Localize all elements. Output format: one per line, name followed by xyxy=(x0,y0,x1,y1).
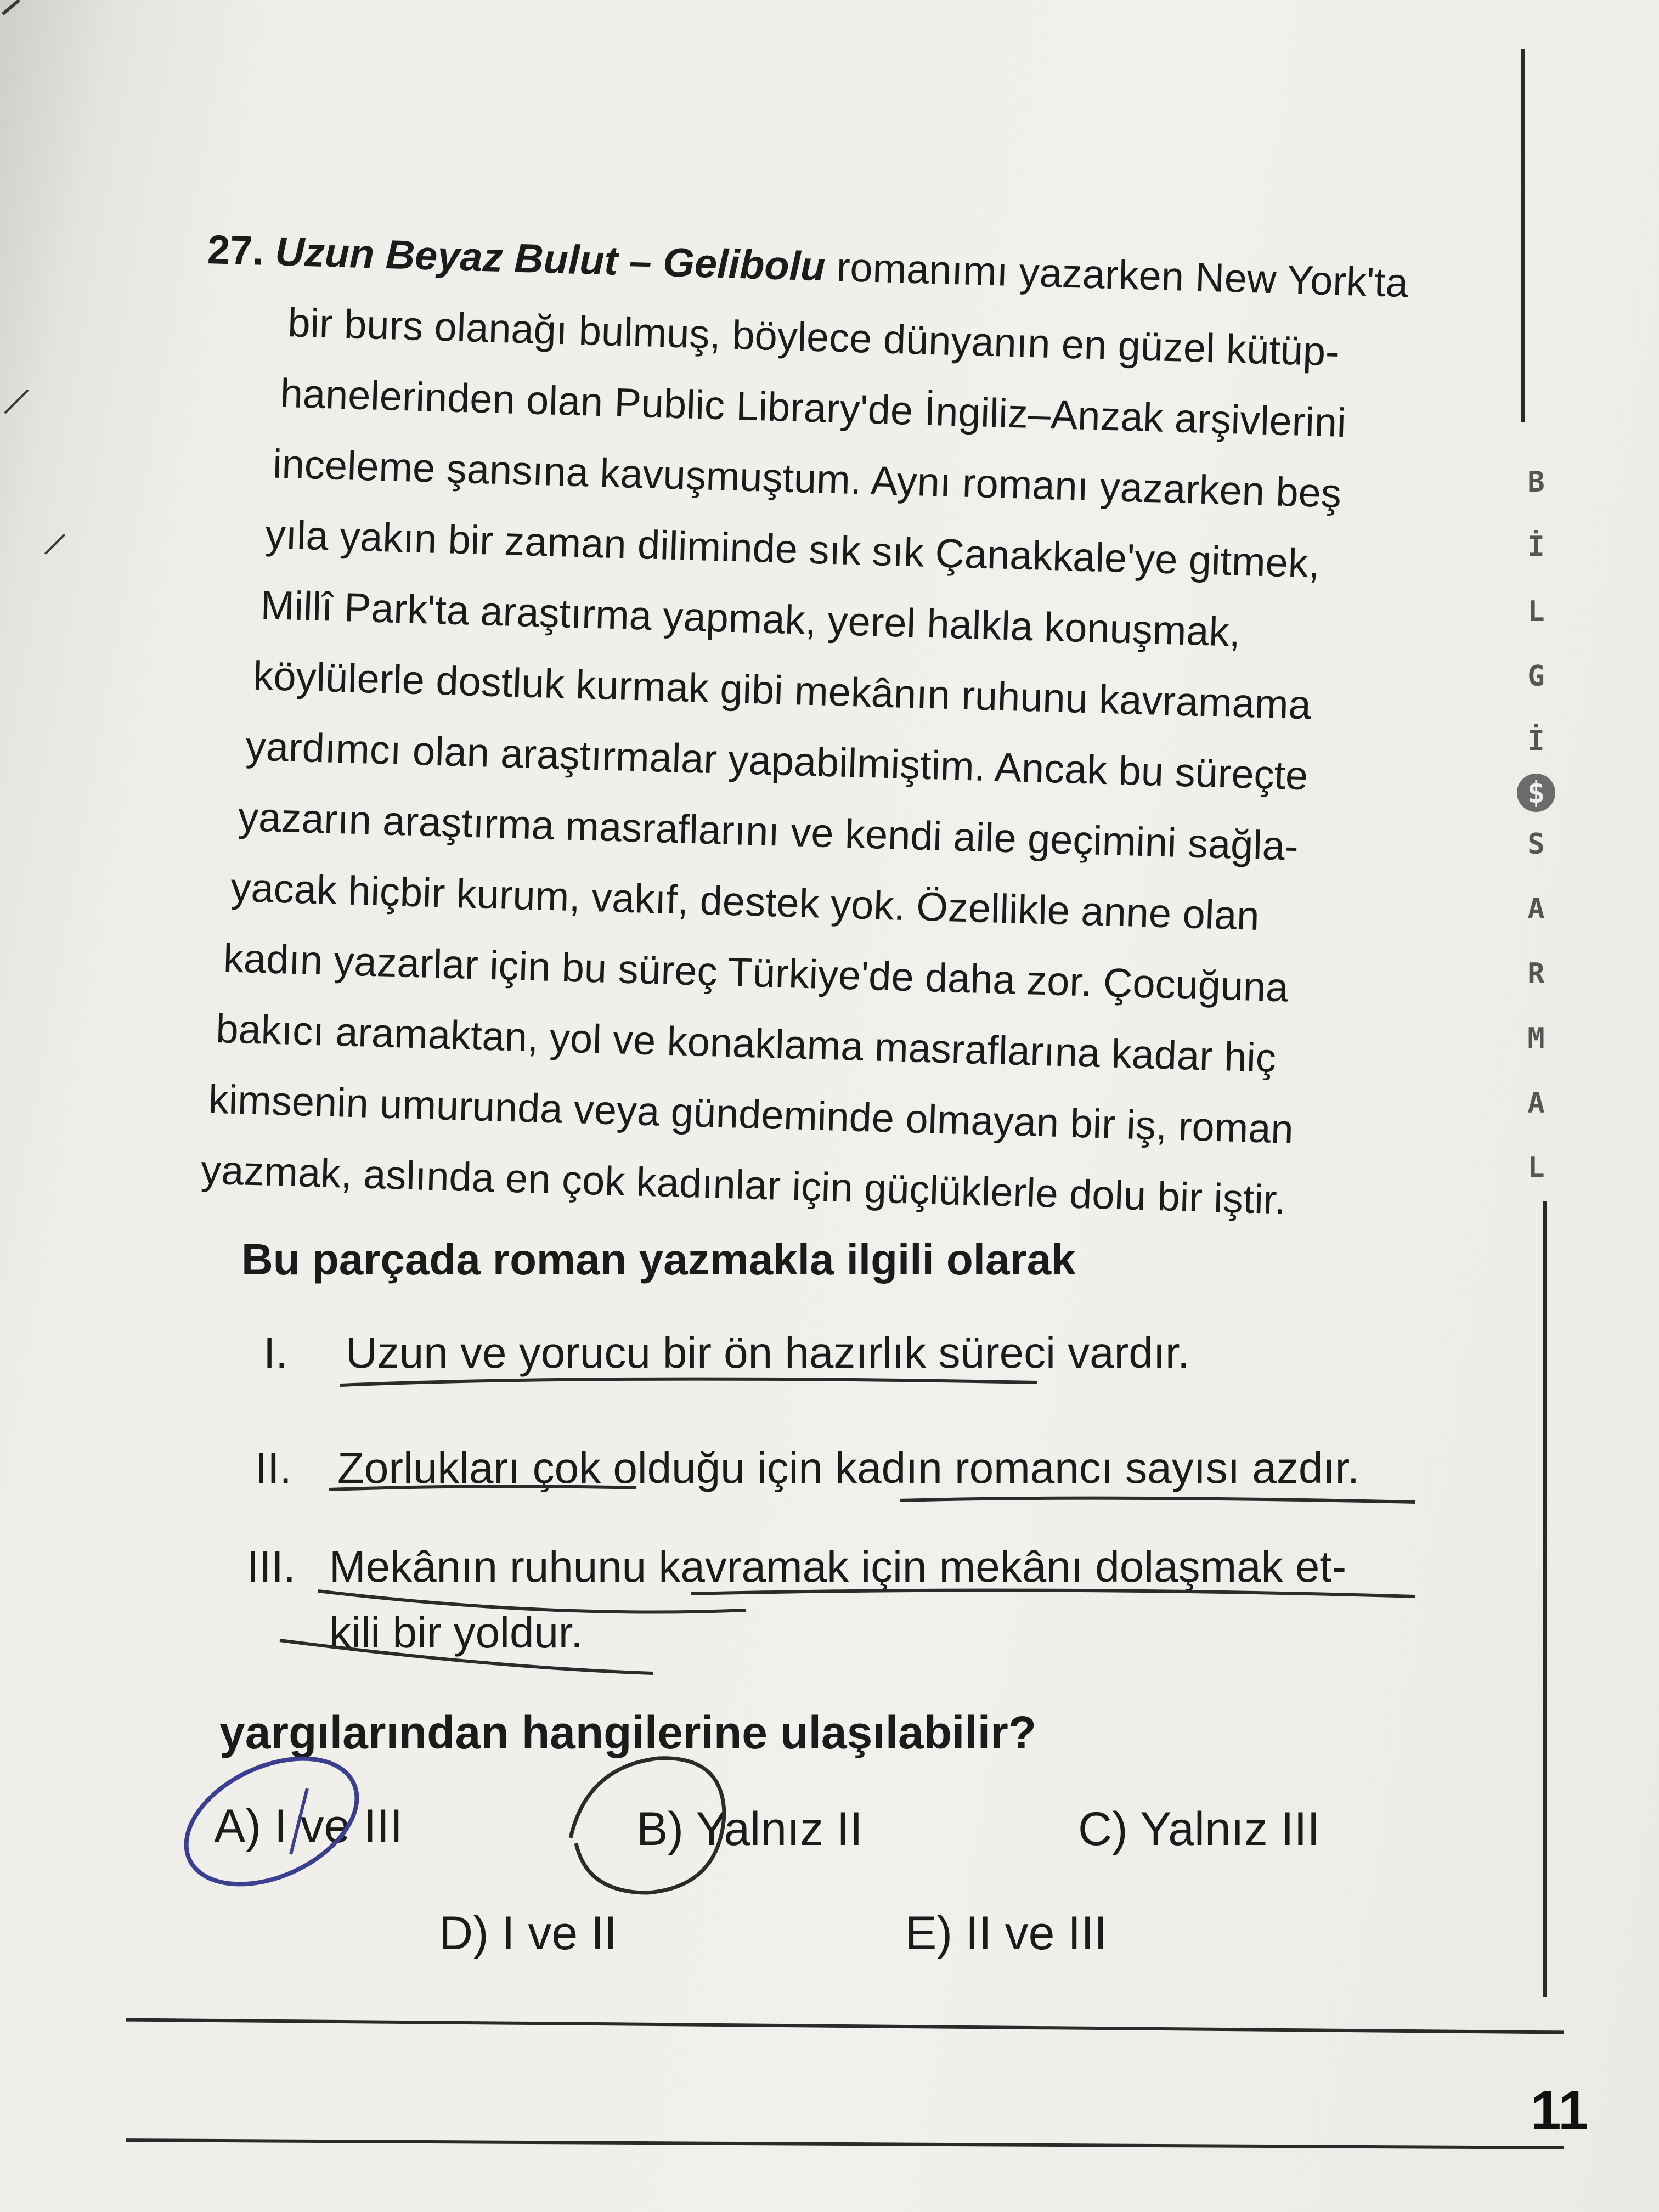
brand-logo-icon: $ xyxy=(1517,774,1555,812)
statement-text: Uzun ve yorucu bir ön hazırlık süreci vardır. xyxy=(346,1328,1190,1377)
passage-line: bir burs olanağı bulmuş, böylece dünyanın en güzel kütüp- xyxy=(287,300,1340,375)
passage-line: hanelerinden olan Public Library'de İngiliz–Anzak arşivlerini xyxy=(279,370,1347,446)
passage-line: Millî Park'ta araştırma yapmak, yerel halkla konuşmak, xyxy=(259,582,1242,655)
side-letter: A xyxy=(1527,1087,1545,1120)
side-letter: İ xyxy=(1527,531,1545,563)
side-letter: İ xyxy=(1527,725,1545,758)
option-c[interactable]: C) Yalnız III xyxy=(1078,1803,1321,1855)
statement-text: Zorlukları çok olduğu için kadın romancı sayısı azdır. xyxy=(337,1443,1360,1492)
side-brand-text xyxy=(1514,450,1558,1200)
underline-stroke xyxy=(900,1498,1415,1502)
side-rule-bottom xyxy=(1543,1201,1547,1997)
side-letter: G xyxy=(1527,660,1545,693)
statement-1 xyxy=(263,1328,1189,1378)
statement-numeral: III. xyxy=(247,1542,296,1591)
statement-text: Mekânın ruhunu kavramak için mekânı dolaşmak et- xyxy=(329,1542,1347,1591)
passage-line: yazarın araştırma masraflarını ve kendi aile geçimini sağla- xyxy=(238,793,1299,869)
statement-3 xyxy=(247,1542,1346,1592)
show-through-text: ⠀ xyxy=(307,23,331,59)
side-letter: L xyxy=(1527,1152,1545,1184)
underline-stroke xyxy=(340,1379,1037,1385)
passage-line: bakıcı aramaktan, yol ve konaklama masraflarına kadar hiç xyxy=(215,1005,1277,1081)
option-a[interactable]: A) I ve III xyxy=(214,1800,403,1853)
passage-line: kadın yazarlar için bu süreç Türkiye'de daha zor. Çocuğuna xyxy=(222,935,1289,1011)
side-letter: S xyxy=(1527,828,1545,861)
side-rule-top xyxy=(1521,49,1525,422)
statement-text: kili bir yoldur. xyxy=(329,1608,583,1657)
option-e[interactable]: E) II ve III xyxy=(905,1907,1107,1960)
passage-line: yıla yakın bir zaman diliminde sık sık Çanakkale'ye gitmek, xyxy=(264,511,1321,586)
side-letter: A xyxy=(1527,893,1545,926)
statement-2 xyxy=(255,1443,1359,1493)
margin-pen-mark xyxy=(44,534,65,555)
passage-line: romanımı yazarken New York'ta xyxy=(825,244,1409,306)
passage-line: köylülerle dostluk kurmak gibi mekânın ruhunu kavramama xyxy=(252,652,1312,728)
question-passage xyxy=(181,214,1470,1240)
statement-3-continued xyxy=(329,1607,583,1658)
passage-line: inceleme şansına kavuşmuştum. Aynı romanı yazarken beş xyxy=(272,441,1342,516)
side-letter: L xyxy=(1527,595,1545,628)
side-letter: B xyxy=(1527,466,1545,499)
passage-line: yacak hiçbir kurum, vakıf, destek yok. Özellikle anne olan xyxy=(230,864,1260,939)
question-number: 27. xyxy=(207,226,265,274)
question-stem: Bu parçada roman yazmakla ilgili olarak xyxy=(241,1235,1076,1284)
footer-rule xyxy=(126,2138,1564,2149)
question-ending: yargılarından hangilerine ulaşılabilir? xyxy=(219,1707,1037,1758)
side-letter: R xyxy=(1527,957,1545,990)
passage-line: yardımcı olan araştırmalar yapabilmiştim. Ancak bu süreçte xyxy=(245,723,1309,799)
page-number: 11 xyxy=(1531,2080,1589,2141)
passage-line: yazmak, aslında en çok kadınlar için güçlüklerle dolu bir iştir. xyxy=(200,1147,1287,1223)
option-b[interactable]: B) Yalnız II xyxy=(636,1803,863,1855)
statement-numeral: II. xyxy=(255,1443,292,1492)
statement-numeral: I. xyxy=(263,1328,288,1377)
margin-pen-mark xyxy=(2,0,20,15)
option-d[interactable]: D) I ve II xyxy=(439,1907,617,1960)
book-title: Uzun Beyaz Bulut – Gelibolu xyxy=(274,228,826,290)
passage-line: kimsenin umurunda veya gündeminde olmayan bir iş, roman xyxy=(207,1076,1294,1152)
margin-pen-mark xyxy=(4,389,29,414)
side-letter: M xyxy=(1527,1022,1545,1055)
footer-rule xyxy=(126,2018,1564,2034)
